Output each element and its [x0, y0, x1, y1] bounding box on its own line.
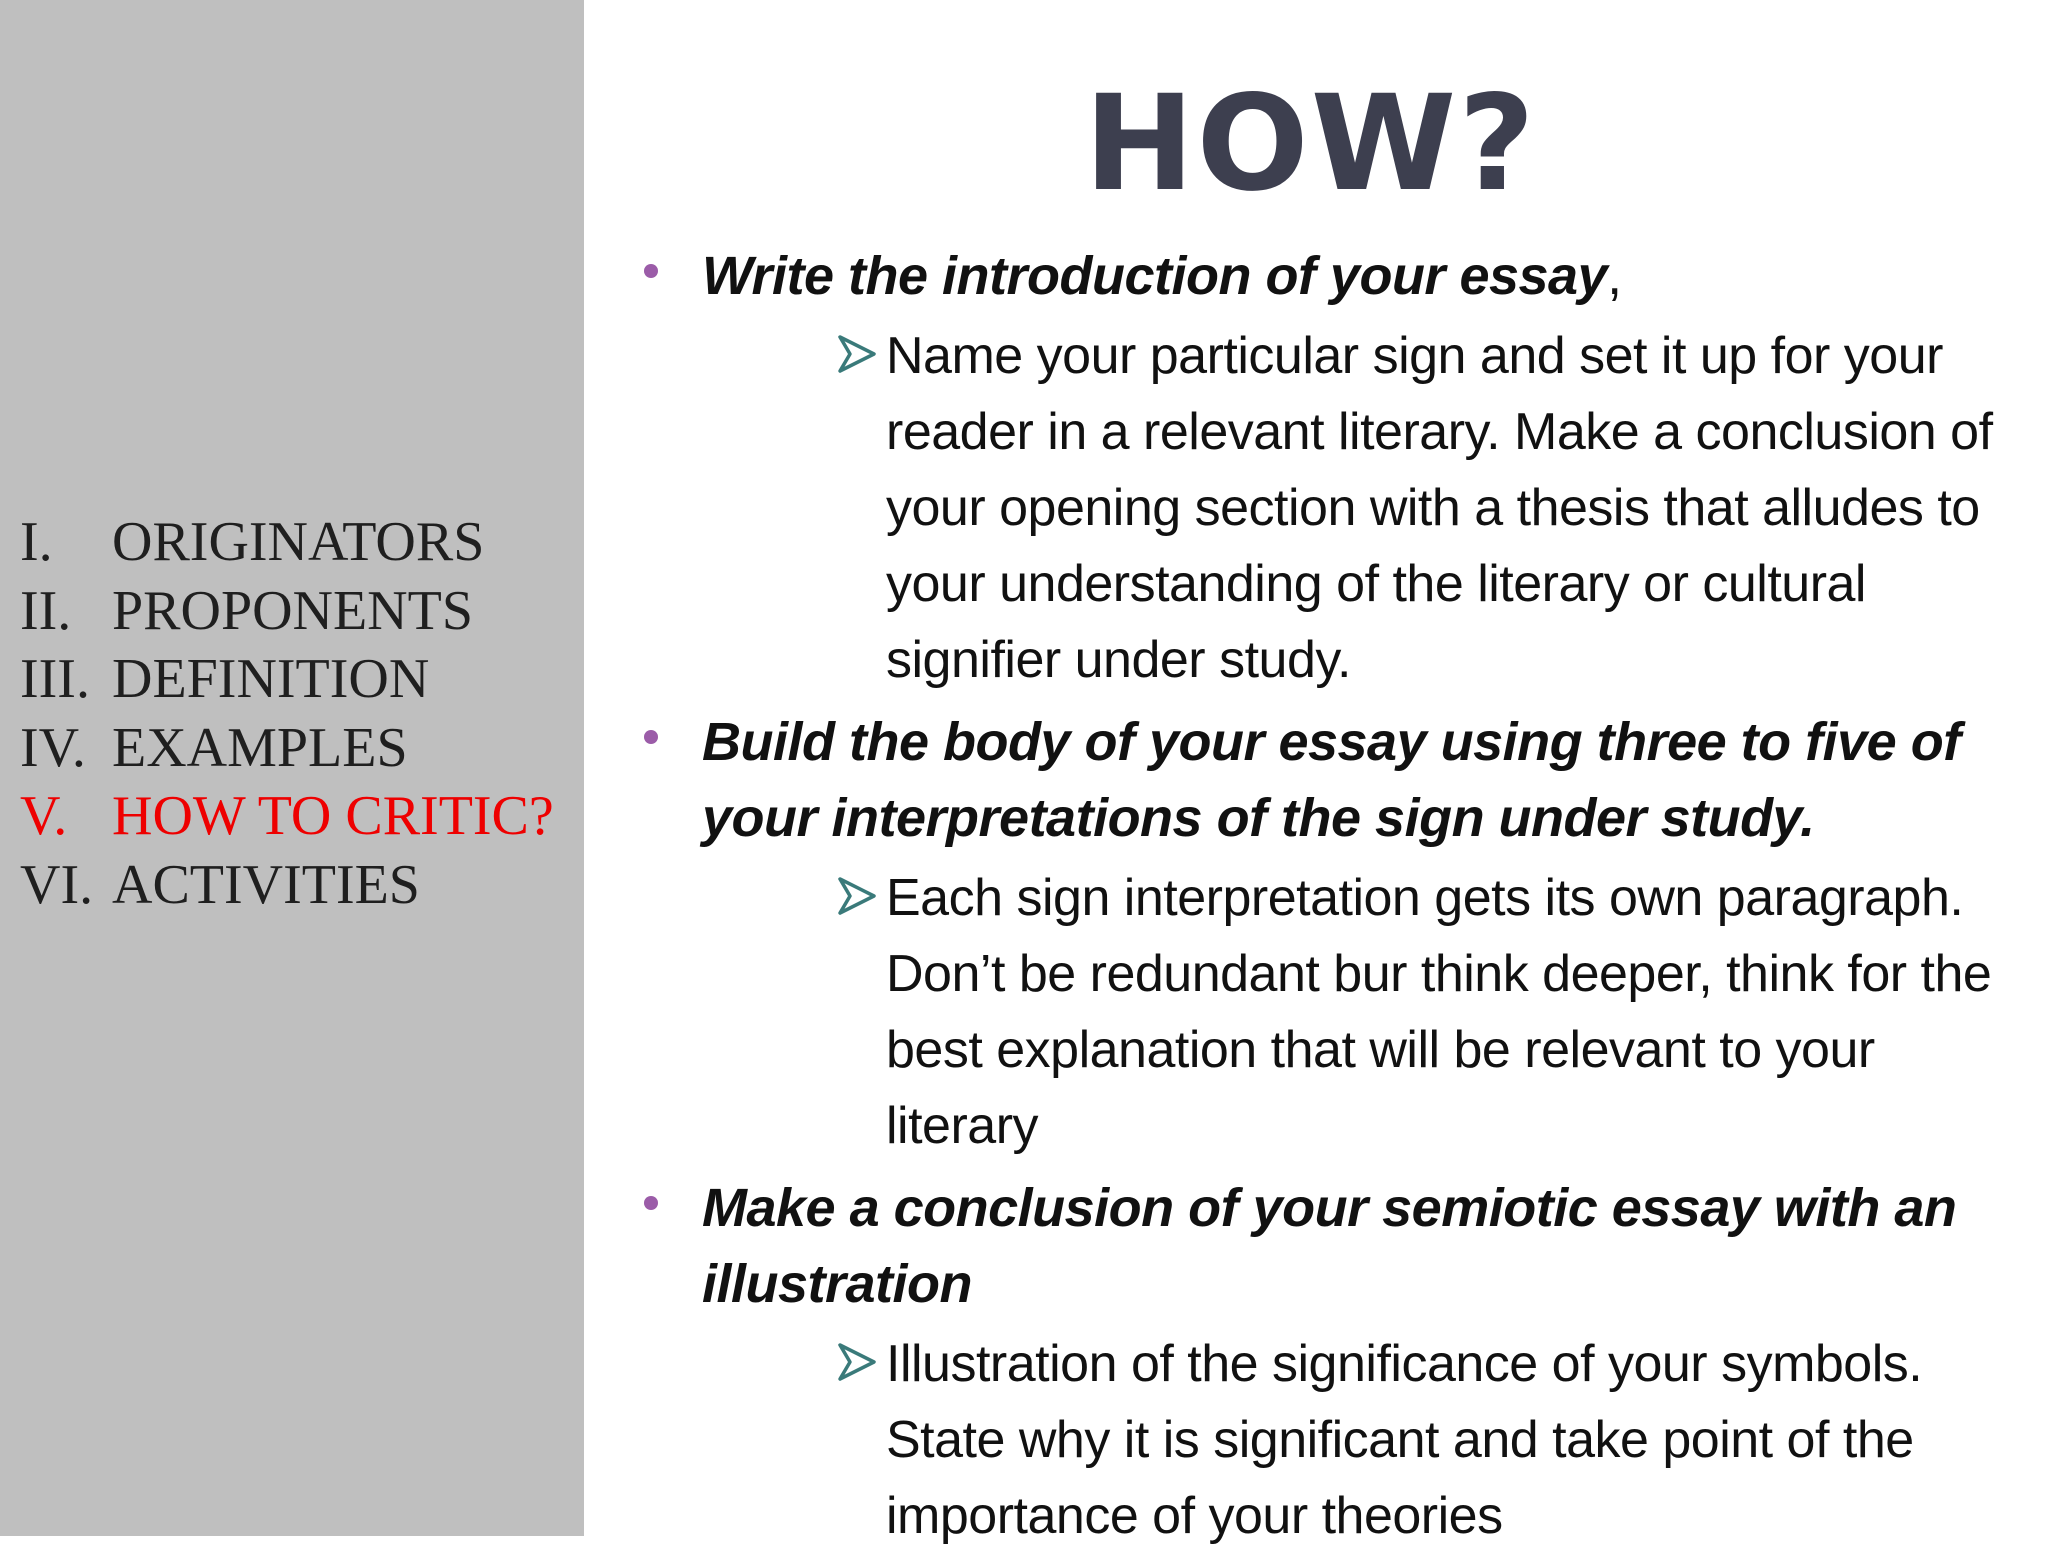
outline-number: IV. — [20, 716, 86, 779]
bullet-heading-punctuation: . — [1800, 788, 1815, 848]
outline-number: II. — [20, 579, 72, 642]
sub-bullet — [702, 860, 1994, 1164]
outline-item-definition — [20, 645, 554, 714]
sub-bullet-text: Name your particular sign and set it up for your reader in a relevant literary. Make a conclusion of your opening section with a thesis that alludes to your understanding of the literary or cultural signifier under study. — [886, 327, 1993, 689]
sub-bullet-text: Each sign interpretation gets its own paragraph. Don’t be redundant bur think deeper, think for the best explanation that will be relevant to your literary — [886, 869, 1992, 1155]
outline-label: PROPONENTS — [112, 579, 473, 642]
arrow-bullet-icon — [836, 875, 878, 917]
outline-item-proponents — [20, 577, 554, 646]
outline-sidebar — [0, 0, 584, 1536]
bullet-point — [584, 238, 1994, 698]
outline-number: I. — [20, 511, 53, 573]
outline-label: ACTIVITIES — [112, 853, 420, 916]
bullet-heading-text: Build the body of your essay using three to five of your interpretations of the sign under study — [702, 712, 1961, 848]
bullet-heading-text: Write the introduction of your essay — [702, 246, 1608, 306]
bullet-heading — [702, 1170, 1994, 1322]
bullet-heading — [702, 704, 1994, 856]
sub-bullet-text: Illustration of the significance of your symbols. State why it is significant and take point of the importance of your theories — [886, 1335, 1923, 1545]
outline-item-originators — [20, 508, 554, 577]
sub-bullet — [702, 318, 1994, 698]
outline-label: EXAMPLES — [112, 716, 408, 779]
slide-title: HOW? — [1084, 67, 1537, 221]
outline-label: HOW TO CRITIC? — [112, 785, 554, 847]
outline-label: DEFINITION — [112, 648, 430, 710]
outline-number: VI. — [20, 853, 94, 916]
dot-bullet-icon — [644, 1196, 658, 1210]
outline-item-how-to-critic — [20, 782, 554, 851]
outline-label: ORIGINATORS — [112, 511, 485, 573]
slide-content — [584, 0, 2048, 1545]
arrow-bullet-icon — [836, 333, 878, 375]
bullet-heading-punctuation: , — [1607, 246, 1622, 306]
dot-bullet-icon — [644, 730, 658, 744]
bullet-point — [584, 704, 1994, 1164]
outline-number: III. — [20, 648, 90, 710]
outline-item-examples — [20, 714, 554, 783]
bullet-heading — [702, 238, 1994, 314]
outline-list — [20, 508, 554, 919]
bullet-point — [584, 1170, 1994, 1554]
outline-item-activities — [20, 851, 554, 920]
arrow-bullet-icon — [836, 1341, 878, 1383]
dot-bullet-icon — [644, 264, 658, 278]
outline-number: V. — [20, 785, 68, 847]
bullet-heading-text: Make a conclusion of your semiotic essay with an illustration — [702, 1178, 1957, 1314]
bullet-list — [584, 238, 1994, 1560]
sub-bullet — [702, 1326, 1994, 1554]
